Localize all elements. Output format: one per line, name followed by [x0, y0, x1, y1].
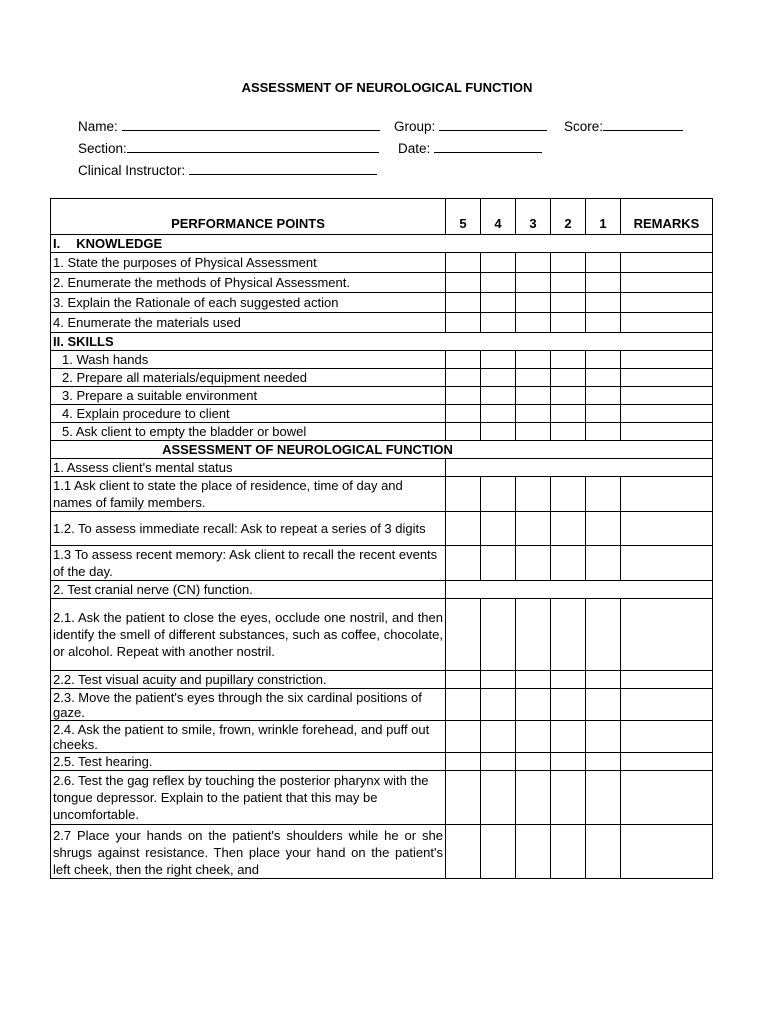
score-cell[interactable] [516, 599, 551, 671]
score-cell[interactable] [551, 599, 586, 671]
skills-item: 3. Prepare a suitable environment [51, 387, 446, 405]
remarks-cell[interactable] [621, 423, 713, 441]
score-cell[interactable] [446, 546, 481, 581]
score-cell[interactable] [516, 512, 551, 546]
remarks-cell[interactable] [621, 512, 713, 546]
table-row [51, 369, 713, 387]
header-score-5: 5 [446, 199, 481, 235]
score-cell[interactable] [446, 405, 481, 423]
score-cell[interactable] [481, 477, 516, 512]
knowledge-label: KNOWLEDGE [76, 236, 163, 251]
score-cell[interactable] [551, 351, 586, 369]
score-cell[interactable] [586, 825, 621, 879]
score-cell[interactable] [516, 273, 551, 293]
table-row [51, 351, 713, 369]
score-cell[interactable] [446, 387, 481, 405]
score-cell[interactable] [481, 313, 516, 333]
table-row [51, 477, 713, 512]
header-score-4: 4 [481, 199, 516, 235]
remarks-cell[interactable] [621, 313, 713, 333]
score-cell[interactable] [586, 253, 621, 273]
score-cell[interactable] [481, 512, 516, 546]
score-cell[interactable] [586, 405, 621, 423]
section-blank[interactable] [127, 140, 379, 153]
score-cell[interactable] [586, 753, 621, 771]
knowledge-item: 2. Enumerate the methods of Physical Assessment. [51, 273, 446, 293]
name-label: Name: [78, 119, 118, 134]
table-row [51, 273, 713, 293]
score-cell[interactable] [586, 771, 621, 825]
score-cell[interactable] [516, 771, 551, 825]
remarks-cell[interactable] [621, 771, 713, 825]
score-cell[interactable] [481, 351, 516, 369]
skills-item: 5. Ask client to empty the bladder or bowel [51, 423, 446, 441]
name-field[interactable] [78, 118, 380, 134]
score-cell[interactable] [586, 546, 621, 581]
score-cell[interactable] [446, 293, 481, 313]
score-cell[interactable] [516, 477, 551, 512]
date-blank[interactable] [434, 140, 542, 153]
table-row [51, 689, 713, 721]
score-cell[interactable] [516, 546, 551, 581]
score-cell[interactable] [516, 689, 551, 721]
table-row [51, 387, 713, 405]
remarks-cell[interactable] [621, 387, 713, 405]
knowledge-item: 4. Enumerate the materials used [51, 313, 446, 333]
empty-cell [446, 581, 713, 599]
score-label: Score: [564, 119, 604, 134]
section-label: Section: [78, 141, 127, 156]
score-cell[interactable] [551, 253, 586, 273]
score-cell[interactable] [481, 721, 516, 753]
instructor-field[interactable] [78, 162, 377, 178]
score-cell[interactable] [551, 405, 586, 423]
remarks-cell[interactable] [621, 293, 713, 313]
header-performance-points: PERFORMANCE POINTS [51, 199, 446, 235]
score-cell[interactable] [516, 387, 551, 405]
score-cell[interactable] [551, 293, 586, 313]
score-cell[interactable] [446, 671, 481, 689]
score-cell[interactable] [446, 253, 481, 273]
cranial-item: 2.1. Ask the patient to close the eyes, occlude one nostril, and then identify the smell of different substances, such as coffee, chocolate, or alcohol. Repeat with another nostril. [51, 599, 446, 671]
neuro-heading: ASSESSMENT OF NEUROLOGICAL FUNCTION [51, 441, 713, 459]
score-cell[interactable] [516, 753, 551, 771]
remarks-cell[interactable] [621, 546, 713, 581]
remarks-cell[interactable] [621, 369, 713, 387]
score-cell[interactable] [516, 369, 551, 387]
score-cell[interactable] [446, 599, 481, 671]
table-row [51, 512, 713, 546]
score-cell[interactable] [481, 293, 516, 313]
score-cell[interactable] [481, 369, 516, 387]
score-cell[interactable] [586, 599, 621, 671]
instructor-label: Clinical Instructor: [78, 163, 186, 178]
group-field[interactable] [394, 118, 547, 134]
date-label: Date: [398, 141, 431, 156]
section-field[interactable] [78, 140, 379, 156]
knowledge-item: 1. State the purposes of Physical Assessment [51, 253, 446, 273]
score-cell[interactable] [481, 253, 516, 273]
score-cell[interactable] [481, 273, 516, 293]
score-cell[interactable] [551, 369, 586, 387]
skills-item: 2. Prepare all materials/equipment needed [51, 369, 446, 387]
score-cell[interactable] [516, 351, 551, 369]
cranial-item: 2.6. Test the gag reflex by touching the posterior pharynx with the tongue depressor. Explain to the patient that this may be uncomfortable. [51, 771, 446, 825]
score-cell[interactable] [586, 313, 621, 333]
score-cell[interactable] [481, 599, 516, 671]
score-cell[interactable] [446, 477, 481, 512]
remarks-cell[interactable] [621, 273, 713, 293]
remarks-cell[interactable] [621, 351, 713, 369]
score-cell[interactable] [516, 671, 551, 689]
score-cell[interactable] [551, 546, 586, 581]
section-row-skills [51, 333, 713, 351]
score-cell[interactable] [586, 689, 621, 721]
cranial-item: 2.4. Ask the patient to smile, frown, wrinkle forehead, and puff out cheeks. [51, 721, 446, 753]
section-row-knowledge [51, 235, 713, 253]
mental-item: 1.1 Ask client to state the place of residence, time of day and names of family members. [51, 477, 446, 512]
score-cell[interactable] [586, 671, 621, 689]
score-cell[interactable] [481, 771, 516, 825]
table-header-row [51, 199, 713, 235]
cranial-item: 2.2. Test visual acuity and pupillary constriction. [51, 671, 446, 689]
knowledge-number: I. [53, 236, 61, 251]
score-cell[interactable] [516, 825, 551, 879]
cranial-item: 2.7 Place your hands on the patient's shoulders while he or she shrugs against resistance. Then place your hand on the patient's left cheek, then the right cheek, and [51, 825, 446, 879]
score-cell[interactable] [446, 351, 481, 369]
score-blank[interactable] [603, 118, 683, 131]
remarks-cell[interactable] [621, 671, 713, 689]
table-row [51, 671, 713, 689]
score-cell[interactable] [481, 671, 516, 689]
header-score-3: 3 [516, 199, 551, 235]
score-cell[interactable] [551, 721, 586, 753]
table-row [51, 825, 713, 879]
table-row [51, 313, 713, 333]
score-cell[interactable] [446, 771, 481, 825]
score-cell[interactable] [586, 721, 621, 753]
cranial-item: 2.5. Test hearing. [51, 753, 446, 771]
score-cell[interactable] [446, 721, 481, 753]
table-row [51, 721, 713, 753]
section-row-neuro [51, 441, 713, 459]
group-blank[interactable] [439, 118, 547, 131]
cranial-nerve-label: 2. Test cranial nerve (CN) function. [51, 581, 446, 599]
score-cell[interactable] [446, 423, 481, 441]
subsection-row-cranial [51, 581, 713, 599]
remarks-cell[interactable] [621, 721, 713, 753]
name-blank[interactable] [122, 118, 380, 131]
table-row [51, 753, 713, 771]
table-row [51, 546, 713, 581]
header-score-2: 2 [551, 199, 586, 235]
score-cell[interactable] [481, 546, 516, 581]
score-cell[interactable] [516, 253, 551, 273]
cranial-item: 2.3. Move the patient's eyes through the six cardinal positions of gaze. [51, 689, 446, 721]
empty-cell [446, 459, 713, 477]
score-cell[interactable] [481, 825, 516, 879]
score-cell[interactable] [481, 753, 516, 771]
performance-table [50, 198, 713, 879]
mental-item: 1.3 To assess recent memory: Ask client to recall the recent events of the day. [51, 546, 446, 581]
score-cell[interactable] [586, 477, 621, 512]
score-cell[interactable] [586, 512, 621, 546]
score-cell[interactable] [551, 753, 586, 771]
score-cell[interactable] [551, 825, 586, 879]
score-cell[interactable] [516, 721, 551, 753]
document-title: ASSESSMENT OF NEUROLOGICAL FUNCTION [241, 80, 533, 95]
score-cell[interactable] [586, 369, 621, 387]
score-cell[interactable] [551, 771, 586, 825]
table-row [51, 253, 713, 273]
score-cell[interactable] [446, 313, 481, 333]
remarks-cell[interactable] [621, 253, 713, 273]
header-score-1: 1 [586, 199, 621, 235]
score-cell[interactable] [446, 369, 481, 387]
remarks-cell[interactable] [621, 477, 713, 512]
score-cell[interactable] [446, 512, 481, 546]
mental-status-label: 1. Assess client's mental status [51, 459, 446, 477]
date-field[interactable] [398, 140, 542, 156]
table-row [51, 405, 713, 423]
score-cell[interactable] [551, 423, 586, 441]
section-skills: II. SKILLS [51, 333, 713, 351]
remarks-cell[interactable] [621, 405, 713, 423]
score-cell[interactable] [516, 423, 551, 441]
mental-item: 1.2. To assess immediate recall: Ask to repeat a series of 3 digits [51, 512, 446, 546]
score-cell[interactable] [551, 313, 586, 333]
score-field[interactable] [564, 118, 683, 134]
remarks-cell[interactable] [621, 825, 713, 879]
score-cell[interactable] [446, 273, 481, 293]
table-row [51, 771, 713, 825]
skills-item: 1. Wash hands [51, 351, 446, 369]
score-cell[interactable] [516, 405, 551, 423]
skills-item: 4. Explain procedure to client [51, 405, 446, 423]
score-cell[interactable] [586, 387, 621, 405]
score-cell[interactable] [481, 689, 516, 721]
table-row [51, 423, 713, 441]
score-cell[interactable] [481, 405, 516, 423]
score-cell[interactable] [586, 351, 621, 369]
table-row [51, 293, 713, 313]
score-cell[interactable] [586, 293, 621, 313]
score-cell[interactable] [551, 477, 586, 512]
score-cell[interactable] [586, 423, 621, 441]
score-cell[interactable] [446, 689, 481, 721]
section-knowledge [51, 235, 713, 253]
score-cell[interactable] [446, 825, 481, 879]
table-row [51, 599, 713, 671]
score-cell[interactable] [586, 273, 621, 293]
remarks-cell[interactable] [621, 753, 713, 771]
score-cell[interactable] [551, 387, 586, 405]
instructor-blank[interactable] [189, 162, 377, 175]
score-cell[interactable] [551, 689, 586, 721]
knowledge-item: 3. Explain the Rationale of each suggested action [51, 293, 446, 313]
score-cell[interactable] [446, 753, 481, 771]
score-cell[interactable] [551, 512, 586, 546]
score-cell[interactable] [516, 313, 551, 333]
subsection-row-mental [51, 459, 713, 477]
score-cell[interactable] [551, 671, 586, 689]
score-cell[interactable] [551, 273, 586, 293]
remarks-cell[interactable] [621, 689, 713, 721]
group-label: Group: [394, 119, 436, 134]
header-remarks: REMARKS [621, 199, 713, 235]
score-cell[interactable] [481, 423, 516, 441]
remarks-cell[interactable] [621, 599, 713, 671]
score-cell[interactable] [516, 293, 551, 313]
score-cell[interactable] [481, 387, 516, 405]
